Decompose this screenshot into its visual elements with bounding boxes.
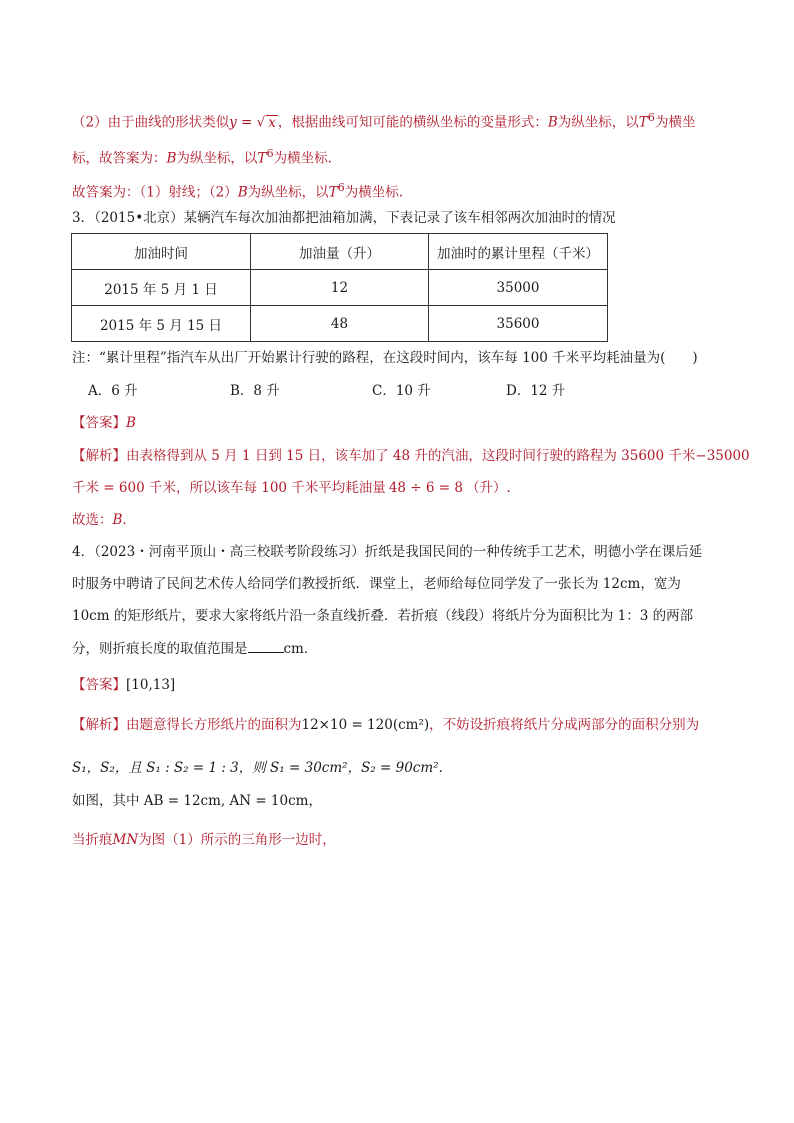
answer-blank [248,638,284,653]
question-4-analysis-line-3: 如图，其中 AB = 12cm, AN = 10cm， [72,793,322,809]
var-B: B [166,150,177,167]
text: （2）由于曲线的形状类似 [72,114,230,131]
option-c: C．10 升 [372,383,431,399]
option-d: D．12 升 [506,383,566,399]
exponent: 6 [647,111,655,124]
text: 由表格得到从 5 月 1 日到 15 日，该车加了 48 升的汽油，这段时间行驶的路程为 35600 千米−35000 [126,448,750,464]
sqrt-symbol: √ [256,114,266,131]
exponent: 6 [266,147,274,160]
option-a: A．6 升 [88,383,138,399]
table-header-cell: 加油时的累计里程（千米） [429,234,608,270]
question-3-answer [72,413,136,433]
table-header-cell: 加油时间 [72,234,251,270]
formula-sqrt-arg: x [268,114,276,131]
table-cell: 48 [251,306,429,342]
question-4-line-1: 4．（2023・河南平顶山・高三校联考阶段练习）折纸是我国民间的一种传统手工艺术，明德小学在课后延 [72,544,703,560]
text: 千米 = 600 千米，所以该车每 100 千米平均耗油量 [72,480,386,496]
table-cell: 35600 [429,306,608,342]
analysis-label: 【解析】 [72,448,126,464]
var-B: B [237,184,248,201]
text: ，不妨设折痕将纸片分成两部分的面积分别为 [429,717,700,733]
var-B: B [112,512,123,528]
question-4-analysis-line-4 [72,830,336,850]
text: （升）. [465,480,511,496]
text: 为横坐 [654,114,696,131]
table-row [72,270,608,306]
analysis-label: 【解析】 [72,717,126,733]
text: 标，故答案为： [72,150,167,167]
text: 为横坐标. [273,150,332,167]
text: 为横坐标. [344,184,404,201]
text: ． [122,512,136,528]
question-3-choose [72,510,136,530]
table-cell: 12 [251,270,429,306]
question-4-line-4 [72,638,317,659]
question-3-analysis-line-1 [72,446,750,466]
table-cell: 35000 [429,270,608,306]
text: 故答案为：（1）射线；（2） [72,184,238,201]
option-b: B．8 升 [230,383,280,399]
question-4-analysis-line-1 [72,715,699,735]
text: 分，则折痕长度的取值范围是 [72,641,248,657]
var-T: T [257,150,267,167]
table-header-cell: 加油量（升） [251,234,429,270]
solution-2-line-2 [72,144,332,169]
text: 故选： [72,512,113,528]
question-4-line-2: 时服务中聘请了民间艺术传人给同学们教授折纸．课堂上，老师给每位同学发了一张长为 12cm，宽为 [72,576,681,592]
answer-label: 【答案】 [72,415,126,431]
table-row [72,306,608,342]
question-4-analysis-line-2: S₁，S₂，且 S₁ : S₂ = 1 : 3，则 S₁ = 30cm²，S₂ = 90cm². [72,760,443,776]
text: 当折痕 [72,832,113,848]
question-3-stem: 3．（2015•北京）某辆汽车每次加油都把油箱加满，下表记录了该车相邻两次加油时的情况 [72,210,616,226]
question-4-answer [72,675,175,695]
solution-2-line-1 [72,108,695,133]
answer-value: [10,13] [126,677,176,693]
question-3-note: 注：“累计里程”指汽车从出厂开始累计行驶的路程，在这段时间内，该车每 100 千米平均耗油量为( ) [72,350,698,366]
text: 为纵坐标，以 [247,184,329,201]
var-MN: MN [112,832,139,848]
answer-value: B [126,415,136,431]
exponent: 6 [337,181,345,194]
table-header-row [72,234,608,270]
var-B: B [547,114,558,131]
text: 为纵坐标，以 [176,150,258,167]
formula: 12×10 = 120(cm²) [301,717,430,733]
text: 为纵坐标，以 [557,114,639,131]
text: cm． [283,641,318,657]
question-3-analysis-line-2 [72,478,511,498]
text: ，根据曲线可知可能的横纵坐标的变量形式： [277,114,548,131]
text: 由题意得长方形纸片的面积为 [126,717,302,733]
text: 为图（1）所示的三角形一边时， [138,832,336,848]
question-4-line-3: 10cm 的矩形纸片，要求大家将纸片沿一条直线折叠．若折痕（线段）将纸片分为面积比为 1：3 的两部 [72,608,694,624]
formula: 48 ÷ 6 = 8 [388,480,463,496]
var-T: T [328,184,338,201]
answer-label: 【答案】 [72,677,126,693]
previous-answer-line [72,178,403,203]
var-T: T [638,114,648,131]
table-cell: 2015 年 5 月 15 日 [72,306,251,342]
fuel-record-table [71,233,608,342]
formula-y: y = [229,114,257,131]
question-3-options [88,381,565,401]
table-cell: 2015 年 5 月 1 日 [72,270,251,306]
